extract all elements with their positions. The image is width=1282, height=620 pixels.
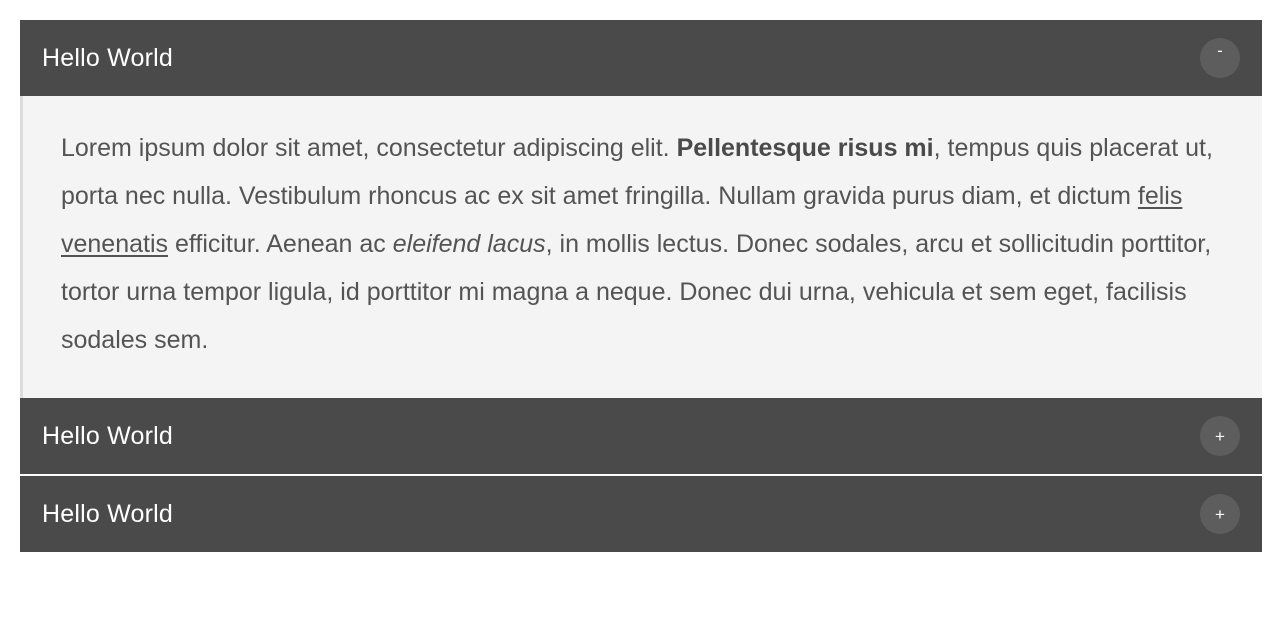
accordion-header-1[interactable] [20, 20, 1262, 96]
accordion [20, 20, 1262, 552]
text-segment-bold: Pellentesque risus mi [676, 134, 934, 162]
text-segment: , tempus quis placerat ut, porta nec nulla. Vestibulum rhoncus ac ex sit amet fringilla. Nullam gravida purus diam, et dictum [61, 134, 1213, 210]
accordion-header-2[interactable] [20, 398, 1262, 474]
accordion-panel-3 [20, 476, 1262, 552]
accordion-body-text-1 [61, 124, 1228, 364]
accordion-title-2: Hello World [42, 421, 173, 450]
text-segment: efficitur. Aenean ac [168, 230, 393, 258]
minus-icon[interactable]: - [1200, 38, 1240, 78]
plus-icon[interactable]: + [1200, 416, 1240, 456]
text-segment: Lorem ipsum dolor sit amet, consectetur adipiscing elit. [61, 134, 677, 162]
text-segment-underline: felis venenatis [61, 182, 1183, 258]
accordion-title-3: Hello World [42, 499, 173, 528]
accordion-title-1: Hello World [42, 43, 173, 72]
accordion-panel-1 [20, 20, 1262, 398]
accordion-header-3[interactable] [20, 476, 1262, 552]
text-segment-italic: eleifend lacus [392, 230, 546, 258]
plus-icon[interactable]: + [1200, 494, 1240, 534]
text-segment: , in mollis lectus. Donec sodales, arcu et sollicitudin porttitor, tortor urna tempor ligula, id porttitor mi magna a neque. Donec dui urna, vehicula et sem eget, facilisis sodales sem. [61, 230, 1212, 354]
accordion-body-1 [20, 96, 1262, 398]
accordion-panel-2 [20, 398, 1262, 474]
